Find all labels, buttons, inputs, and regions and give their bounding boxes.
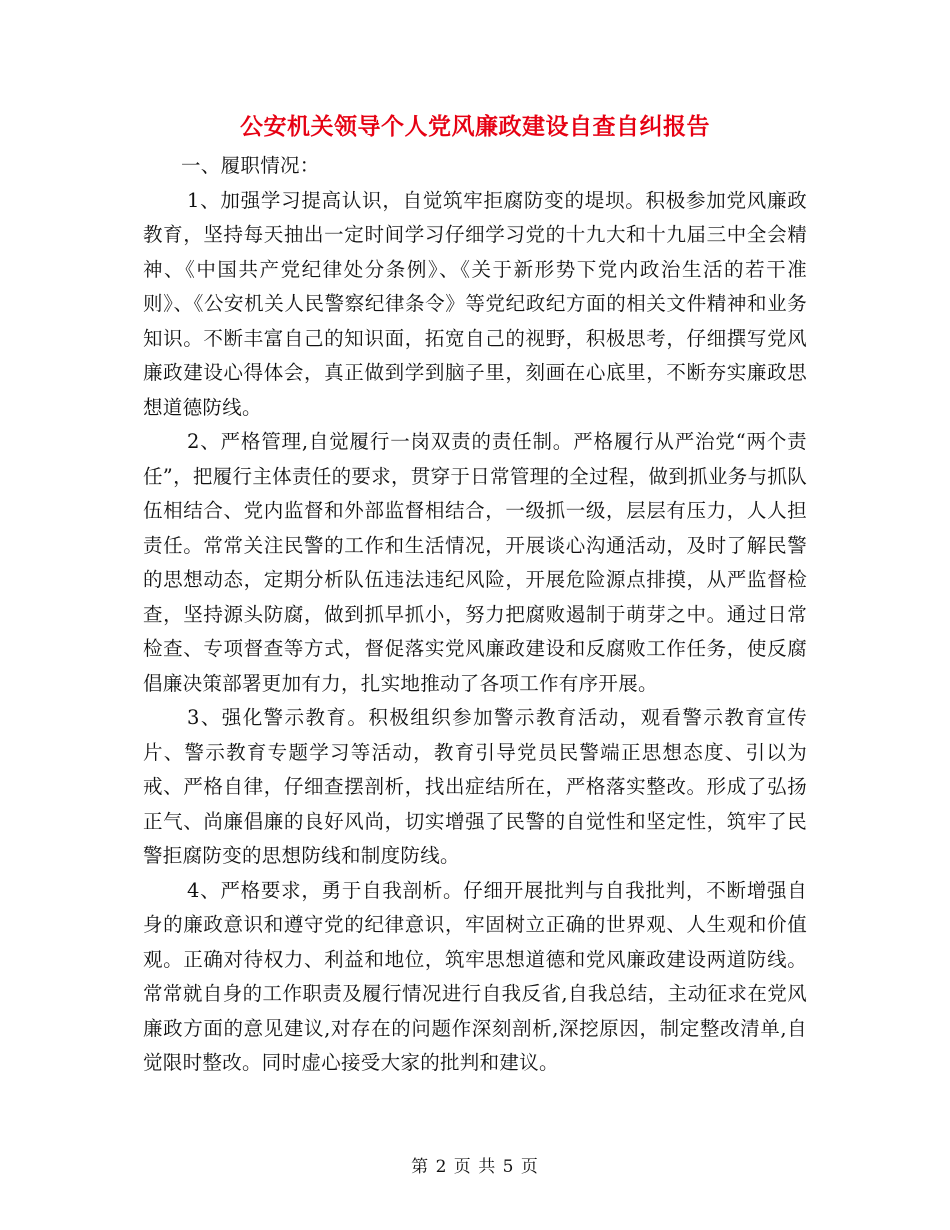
page-number: 第 2 页 共 5 页 [411,1157,539,1177]
document-body [143,149,807,1081]
paragraph-2: 2、严格管理,自觉履行一岗双责的责任制。严格履行从严治党“两个责任”，把履行主体责任的要求，贯穿于日常管理的全过程，做到抓业务与抓队伍相结合、党内监督和外部监督相结合，一级抓一级，层层有压力，人人担责任。常常关注民警的工作和生活情况，开展谈心沟通活动，及时了解民警的思想动态，定期分析队伍违法违纪风险，开展危险源点排摸，从严监督检查，坚持源头防腐，做到抓早抓小，努力把腐败遏制于萌芽之中。通过日常检查、专项督查等方式，督促落实党风廉政建设和反腐败工作任务，使反腐倡廉决策部署更加有力，扎实地推动了各项工作有序开展。 [143,430,807,695]
paragraph-1: 1、加强学习提高认识，自觉筑牢拒腐防变的堤坝。积极参加党风廉政教育，坚持每天抽出一定时间学习仔细学习党的十九大和十九届三中全会精神、《中国共产党纪律处分条例》、《关于新形势下党内政治生活的若干准则》、《公安机关人民警察纪律条令》等党纪政纪方面的相关文件精神和业务知识。不断丰富自己的知识面，拓宽自己的视野，积极思考，仔细撰写党风廉政建设心得体会，真正做到学到脑子里，刻画在心底里，不断夯实廉政思想道德防线。 [143,188,807,419]
paragraph-3: 3、强化警示教育。积极组织参加警示教育活动，观看警示教育宣传片、警示教育专题学习等活动，教育引导党员民警端正思想态度、引以为戒、严格自律，仔细查摆剖析，找出症结所在，严格落实整改。形成了弘扬正气、尚廉倡廉的良好风尚，切实增强了民警的自觉性和坚定性，筑牢了民警拒腐防变的思想防线和制度防线。 [143,706,807,867]
paragraph-4: 4、严格要求，勇于自我剖析。仔细开展批判与自我批判，不断增强自身的廉政意识和遵守党的纪律意识，牢固树立正确的世界观、人生观和价值观。正确对待权力、利益和地位，筑牢思想道德和党风廉政建设两道防线。常常就自身的工作职责及履行情况进行自我反省,自我总结，主动征求在党风廉政方面的意见建议,对存在的问题作深刻剖析,深挖原因，制定整改清单,自觉限时整改。同时虚心接受大家的批判和建议。 [143,878,807,1074]
document-title: 公安机关领导个人党风廉政建设自查自纠报告 [240,113,710,140]
section-heading: 一、履职情况： [181,154,320,177]
